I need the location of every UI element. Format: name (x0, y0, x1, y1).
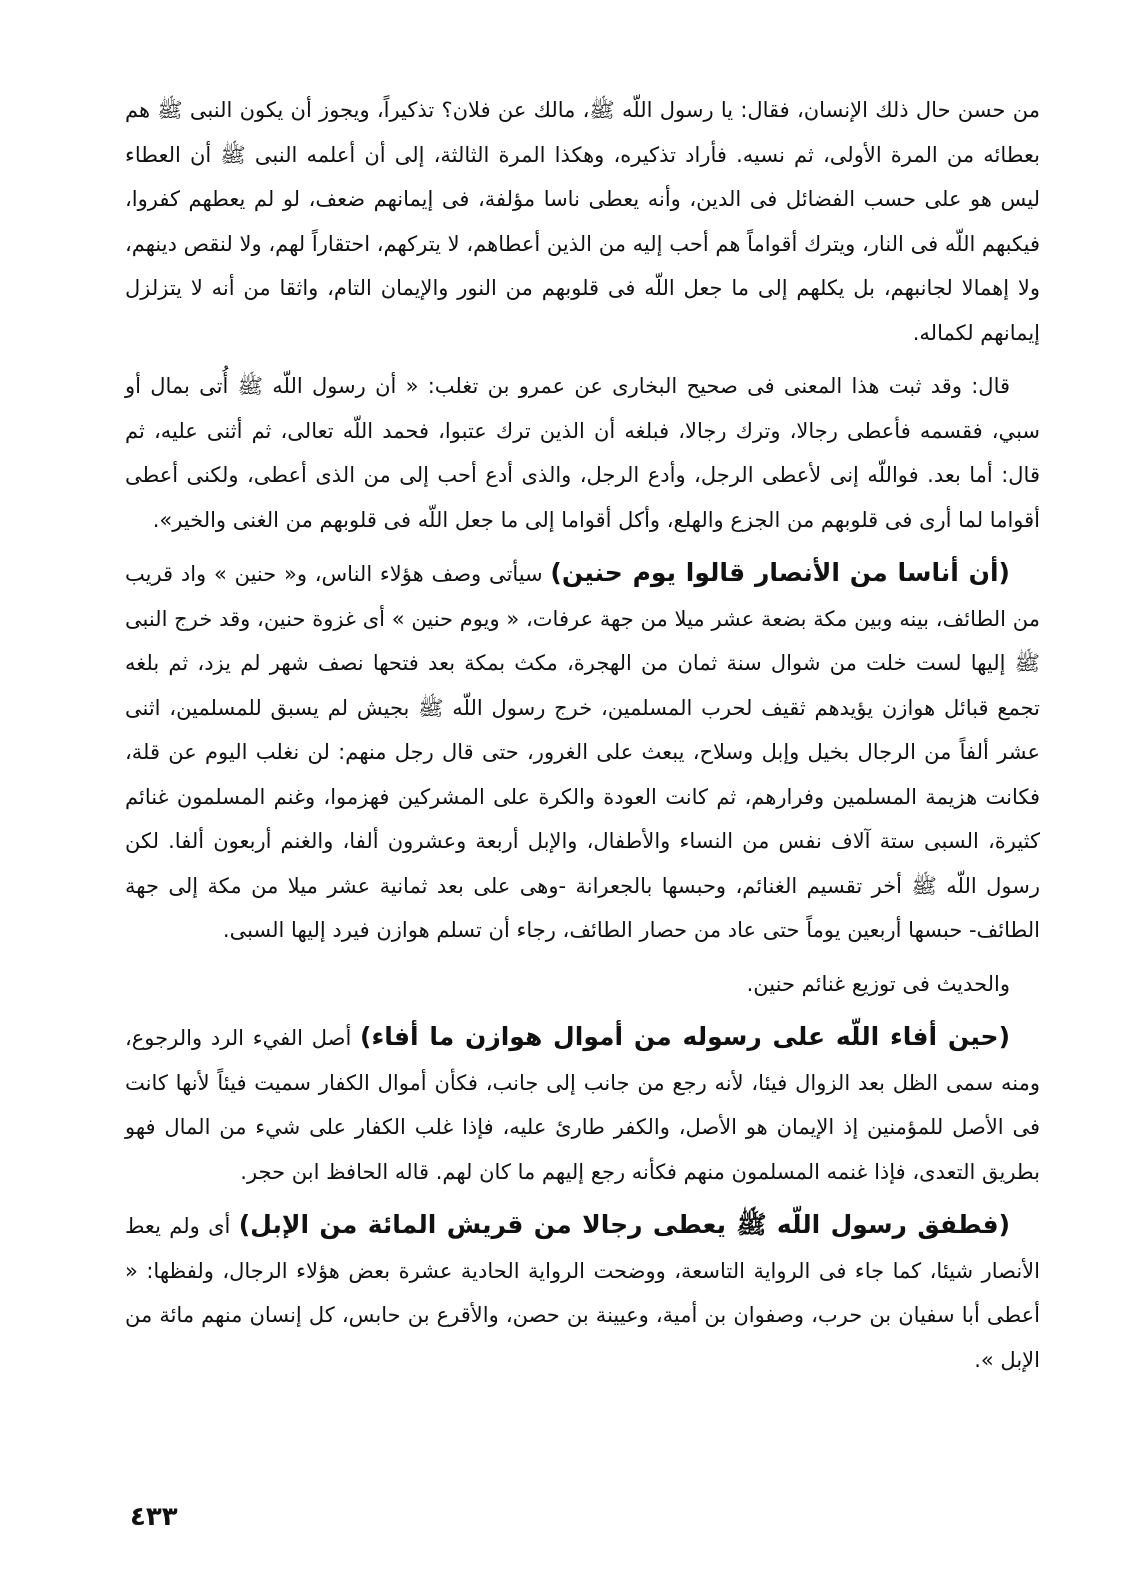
paragraph-commentary-intro (125, 88, 1040, 355)
paragraph-hadith-note (125, 962, 1040, 1007)
paragraph-hunayn (125, 551, 1040, 953)
section-heading: (حين أفاء اللّه على رسوله من أموال هوازن ما أفاء) (360, 1022, 1010, 1051)
section-heading: (فطفق رسول اللّه ﷺ يعطى رجالا من قريش المائة من الإبل) (238, 1210, 1010, 1239)
paragraph-text: من حسن حال ذلك الإنسان، فقال: يا رسول اللّه ﷺ، مالك عن فلان؟ تذكيراً، ويجوز أن يكون النبى ﷺ هم بعطائه من المرة الأولى، ثم نسيه. فأراد تذكيره، وهكذا المرة الثالثة، إلى أن أعلمه النبى ﷺ أن العطاء ليس هو على حسب الفضائل فى الدين، وأنه يعطى ناسا مؤلفة، فى إيمانهم ضعف، لو لم يعطهم كفروا، فيكبهم اللّه فى النار، ويترك أقواماً هم أحب إليه من الذين أعطاهم، لا يتركهم، احتقاراً لهم، ولا لنقص دينهم، ولا إهمالا لجانبهم، بل يكلهم إلى ما جعل اللّه فى قلوبهم من النور والإيمان التام، واثقا من أنه لا يتزلزل إيمانهم لكماله. (125, 98, 1040, 345)
paragraph-bukhari-quote (125, 364, 1040, 542)
paragraph-text: سيأتى وصف هؤلاء الناس، و« حنين » واد قريب من الطائف، بينه وبين مكة بضعة عشر ميلا من جهة عرفات، « ويوم حنين » أى غزوة حنين، وقد خرج النبى ﷺ إليها لست خلت من شوال سنة ثمان من الهجرة، مكث بمكة بعد فتحها نصف شهر لم يزد، ثم بلغه تجمع قبائل هوازن يؤيدهم ثقيف لحرب المسلمين، خرج رسول اللّه ﷺ بجيش لم يسبق للمسلمين، اثنى عشر ألفاً من الرجال بخيل وإبل وسلاح، يبعث على الغرور، حتى قال رجل منهم: لن نغلب اليوم عن قلة، فكانت هزيمة المسلمين وفرارهم، ثم كانت العودة والكرة على المشركين فهزموا، وغنم المسلمون غنائم كثيرة، السبى ستة آلاف نفس من النساء والأطفال، والإبل أربعة وعشرون ألفا، والغنم أربعون ألفا. لكن رسول اللّه ﷺ أخر تقسيم الغنائم، وحبسها بالجعرانة -وهى على بعد ثمانية عشر ميلا من مكة إلى جهة الطائف- حبسها أربعين يوماً حتى عاد من حصار الطائف، رجاء أن تسلم هوازن فيرد إليها السبى. (125, 562, 1040, 942)
paragraph-quraysh-camels (125, 1203, 1040, 1382)
paragraph-text: قال: وقد ثبت هذا المعنى فى صحيح البخارى عن عمرو بن تغلب: « أن رسول اللّه ﷺ أُتى بمال أو سبي، فقسمه فأعطى رجالا، وترك رجالا، فبلغه أن الذين ترك عتبوا، فحمد اللّه تعالى، ثم أثنى عليه، ثم قال: أما بعد. فواللّه إنى لأعطى الرجل، وأدع الرجل، والذى أدع أحب إلى من الذى أعطى، ولكنى أعطى أقواما لما أرى فى قلوبهم من الجزع والهلع، وأكل أقواما إلى ما جعل اللّه فى قلوبهم من الغنى والخير». (125, 374, 1040, 532)
section-heading: (أن أناسا من الأنصار قالوا يوم حنين) (550, 558, 1010, 587)
paragraph-text: أى ولم يعط الأنصار شيئا، كما جاء فى الرواية التاسعة، ووضحت الرواية الحادية عشرة بعض هؤلاء الرجال، ولفظها: « أعطى أبا سفيان بن حرب، وصفوان بن أمية، وعيينة بن حصن، والأقرع بن حابس، كل إنسان منهم مائة من الإبل ». (125, 1214, 1040, 1372)
paragraph-fay (125, 1015, 1040, 1194)
page-number: ٤٣٣ (130, 1502, 178, 1532)
paragraph-text: والحديث فى توزيع غنائم حنين. (746, 971, 1010, 996)
paragraph-text: أصل الفيء الرد والرجوع، ومنه سمى الظل بعد الزوال فيئا، لأنه رجع من جانب إلى جانب، فكأن أموال الكفار سميت فيئاً لأنها كانت فى الأصل للمؤمنين إذ الإيمان هو الأصل، والكفر طارئ عليه، فإذا غلب الكفار على شيء من المال فهو بطريق التعدى، فإذا غنمه المسلمون منهم فكأنه رجع إليهم ما كان لهم. قاله الحافظ ابن حجر. (125, 1026, 1040, 1184)
document-page (125, 88, 1040, 1382)
